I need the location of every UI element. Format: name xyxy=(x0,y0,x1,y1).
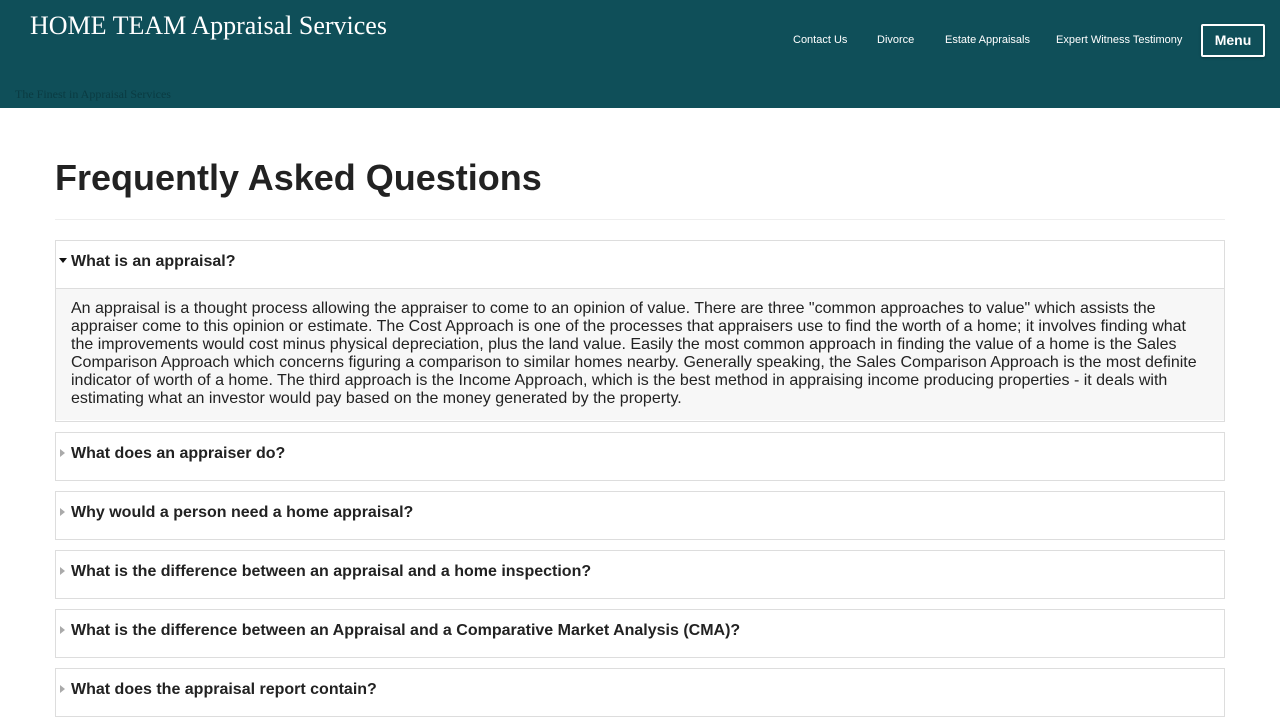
faq-item-appraisal-vs-cma xyxy=(55,609,1225,658)
faq-item-what-does-an-appraiser-do xyxy=(55,432,1225,481)
faq-answer: An appraisal is a thought process allowing the appraiser to come to an opinion of value. There are three "common approaches to value" which assists the appraiser come to this opinion or estimate. The Cost Approach is one of the processes that appraisers use to find the worth of a home; it involves finding what the improvements would cost minus physical depreciation, plus the land value. Easily the most common approach in finding the value of a home is the Sales Comparison Approach which concerns figuring a comparison to similar homes nearby. Generally speaking, the Sales Comparison Approach is the most definite indicator of worth of a home. The third approach is the Income Approach, which is the best method in appraising income producing properties - it deals with estimating what an investor would pay based on the money generated by the property. xyxy=(56,288,1224,420)
nav-link-contact-us[interactable]: Contact Us xyxy=(793,34,848,46)
faq-question-toggle[interactable] xyxy=(56,551,1224,598)
faq-question-text: What does the appraisal report contain? xyxy=(71,681,377,698)
faq-question-toggle[interactable] xyxy=(56,433,1224,480)
faq-question-text: Why would a person need a home appraisal? xyxy=(71,504,414,521)
page-title: Frequently Asked Questions xyxy=(55,157,542,198)
caret-down-icon xyxy=(59,258,67,263)
title-divider xyxy=(55,219,1225,220)
nav-link-estate-appraisals[interactable]: Estate Appraisals xyxy=(945,34,1030,46)
faq-question-toggle[interactable] xyxy=(56,241,1224,288)
caret-right-icon xyxy=(60,508,65,516)
faq-item-appraisal-vs-inspection xyxy=(55,550,1225,599)
faq-item-what-is-an-appraisal xyxy=(55,240,1225,422)
faq-question-text: What is the difference between an Appraisal and a Comparative Market Analysis (CMA)? xyxy=(71,622,741,639)
site-tagline: The Finest in Appraisal Services xyxy=(15,87,171,101)
site-header xyxy=(0,0,1280,108)
faq-item-why-need-home-appraisal xyxy=(55,491,1225,540)
faq-question-toggle[interactable] xyxy=(56,669,1224,716)
nav-link-divorce[interactable]: Divorce xyxy=(877,34,915,46)
faq-question-text: What is the difference between an appraisal and a home inspection? xyxy=(71,563,592,580)
caret-right-icon xyxy=(60,626,65,634)
faq-question-toggle[interactable] xyxy=(56,492,1224,539)
caret-right-icon xyxy=(60,567,65,575)
faq-question-toggle[interactable] xyxy=(56,610,1224,657)
faq-item-report-contents xyxy=(55,668,1225,717)
menu-button[interactable]: Menu xyxy=(1201,24,1265,57)
faq-question-text: What does an appraiser do? xyxy=(71,445,286,462)
site-title-link[interactable]: HOME TEAM Appraisal Services xyxy=(30,11,387,40)
caret-right-icon xyxy=(60,449,65,457)
faq-question-text: What is an appraisal? xyxy=(71,253,236,270)
caret-right-icon xyxy=(60,685,65,693)
nav-link-expert-witness-testimony[interactable]: Expert Witness Testimony xyxy=(1056,34,1183,46)
